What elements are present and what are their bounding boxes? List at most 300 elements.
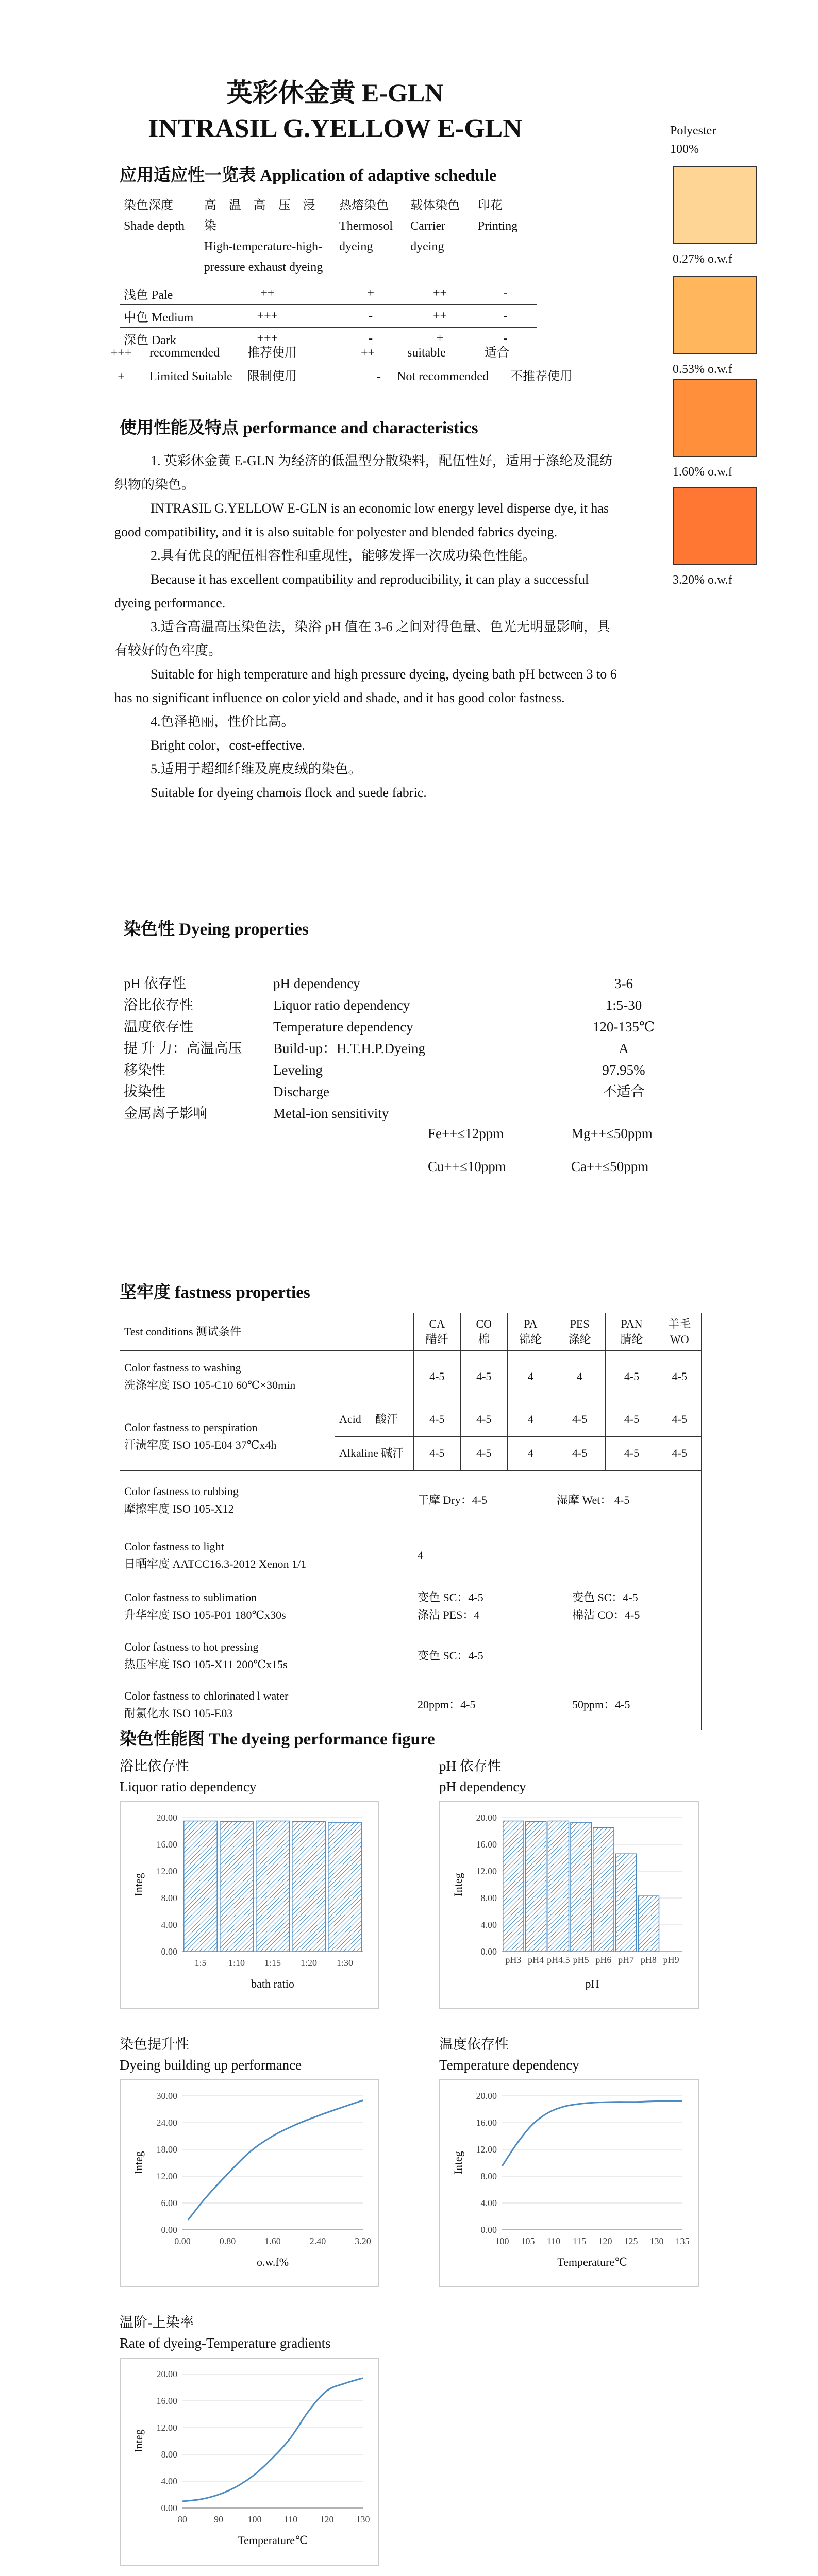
x-axis-label: o.w.f% [256,2256,289,2268]
swatch-square [673,166,757,244]
property-cn: 移染性 [124,1062,165,1078]
y-tick-label: 24.00 [156,2117,177,2128]
performance-paragraph: Because it has excellent compatibility and reproducibility, it can play a successful dyeing performance. [114,572,589,611]
x-tick-label: pH4 [528,1955,544,1965]
row-label: 浅色 Pale [120,282,200,305]
application-row-medium [120,305,537,328]
fastness-row-light [120,1530,702,1581]
fastness-row-pressing [120,1632,702,1680]
y-tick-label: 12.00 [156,1866,177,1876]
col-cn: 涤纶 [568,1333,591,1346]
performance-paragraph: Bright color，cost-effective. [151,738,305,753]
property-cn: 浴比依存性 [124,997,193,1013]
chart-title [120,1756,256,1797]
chart-frame [439,1801,699,2009]
value-cell: 4-5 [606,1436,658,1471]
swatch-square [673,379,757,457]
performance-paragraph: 3.适合高温高压染色法，染浴 pH 值在 3-6 之间对得色量、色光无明显影响，具有较好的色牢度。 [114,619,610,658]
y-tick-label: 0.00 [161,2225,177,2235]
x-tick-label: 100 [495,2236,509,2246]
col-ca [413,1313,460,1351]
col-cn: 醋纤 [425,1333,448,1346]
application-legend [103,341,572,388]
y-tick-label: 0.00 [161,2503,177,2513]
y-tick-label: 4.00 [161,2476,177,2486]
legend-en: Not recommended [397,370,489,383]
sublimation-right [572,1581,640,1632]
header-htp [200,191,335,282]
x-axis-label: Temperature℃ [238,2534,308,2547]
y-tick-label: 12.00 [156,2171,177,2181]
rubbing-inner [120,1471,701,1530]
row-label [120,1471,413,1530]
y-tick-label: 8.00 [480,1893,497,1903]
y-tick-label: 12.00 [156,2422,177,2433]
property-value: 3-6 [614,976,633,991]
col-code: CO [476,1317,492,1330]
row-value: + [406,328,474,350]
x-tick-label: 1:15 [264,1958,281,1968]
property-en: Metal-ion sensitivity [273,1106,389,1121]
x-tick-label: 0.00 [174,2236,191,2246]
chart-title-en: Temperature dependency [439,2057,579,2073]
dyeing-property-row [124,973,675,994]
perspiration-label [120,1402,335,1470]
sublimation-inner [120,1581,701,1632]
col-pan [606,1313,658,1351]
property-value [572,1103,675,1124]
x-tick-label: pH7 [618,1955,635,1965]
fastness-heading: 坚牢度 fastness properties [120,1283,310,1302]
chart-title [120,2034,302,2075]
header-cell-text: pressure exhaust dyeing [204,261,323,274]
y-tick-label: 16.00 [476,1839,497,1850]
y-tick-label: 16.00 [156,1839,177,1850]
value-cell: 4-5 [606,1402,658,1437]
col-cn: 腈纶 [620,1333,643,1346]
property-en: pH dependency [273,976,360,991]
x-tick-label: 90 [214,2514,223,2524]
chart-frame [120,2079,379,2287]
y-tick-label: 30.00 [156,2091,177,2101]
legend-en: recommended [149,346,220,360]
x-tick-label: 125 [624,2236,638,2246]
x-tick-label: pH9 [663,1955,679,1965]
legend-row [103,365,572,388]
x-tick-label: pH8 [640,1955,657,1965]
x-tick-label: 105 [521,2236,535,2246]
y-tick-label: 16.00 [476,2117,497,2128]
row-label [120,1581,413,1632]
row-label-en: Color fastness to washing [124,1361,241,1374]
dyeing-property-row [124,1081,675,1103]
x-tick-label: 130 [649,2236,664,2246]
sublimation-value: 变色 SC：4-5 [418,1591,483,1604]
y-tick-label: 4.00 [480,2198,497,2208]
chart-svg [440,1802,698,2008]
y-tick-label: 6.00 [161,2198,177,2208]
legend-symbol: +++ [110,346,132,360]
series-line [182,2378,363,2501]
row-label-cn: 日晒牢度 AATCC16.3-2012 Xenon 1/1 [124,1557,307,1570]
y-tick-label: 8.00 [161,1893,177,1903]
y-tick-label: 20.00 [156,2369,177,2379]
col-test-conditions: Test conditions 测试条件 [120,1313,414,1351]
row-value: - [474,305,537,328]
header-cell-text: 印花 [477,199,503,212]
acid-label: Acid 酸汗 [335,1402,413,1437]
property-value: 120-135℃ [592,1019,655,1035]
x-tick-label: 130 [356,2514,370,2524]
row-label-en: Color fastness to hot pressing [124,1640,259,1653]
row-label-cn: 耐氯化水 ISO 105-E03 [124,1707,233,1720]
rubbing-cell [120,1471,702,1530]
fastness-header-row [120,1313,702,1351]
y-tick-label: 8.00 [161,2449,177,2460]
x-tick-label: 80 [178,2514,187,2524]
property-value: 97.95% [602,1062,645,1078]
dyeing-property-row [124,1103,675,1124]
col-code: CA [429,1317,445,1330]
value-cell: 4-5 [658,1402,701,1437]
row-label [120,1530,413,1581]
value-cell: 4 [554,1351,605,1402]
row-label-cn: 热压牢度 ISO 105-X11 200℃x15s [124,1658,288,1671]
row-label-en: Color fastness to sublimation [124,1591,257,1604]
y-tick-label: 16.00 [156,2396,177,2406]
chart-title-en: Dyeing building up performance [120,2057,302,2073]
ion-fe: Fe++≤12ppm [428,1126,504,1141]
row-label-cn: 汗渍牢度 ISO 105-E04 37℃x4h [124,1438,277,1451]
row-value: - [335,328,406,350]
header-carrier [406,191,474,282]
x-tick-label: 100 [247,2514,262,2524]
value-cell: 4-5 [413,1402,460,1437]
col-code: PA [524,1317,538,1330]
header-cell-text: 载体染色 [410,199,460,212]
dyeing-property-row [124,994,675,1016]
application-header-row [120,191,537,282]
x-tick-label: 120 [598,2236,612,2246]
chart-svg [440,2080,698,2286]
row-value: +++ [200,328,335,350]
sublimation-value: 变色 SC：4-5 [572,1591,638,1604]
chlorinated-50: 50ppm：4-5 [572,1698,630,1711]
swatch-label: 0.53% o.w.f [673,363,732,376]
row-label [120,1402,414,1471]
row-value: - [474,328,537,350]
y-axis-label: Integ [132,2429,145,2453]
bar [638,1896,659,1952]
header-cell-text: 热熔染色 [339,199,389,212]
x-tick-label: pH3 [505,1955,522,1965]
property-en: Build-up：H.T.H.P.Dyeing [273,1041,425,1056]
value-cell: 4-5 [460,1402,507,1437]
y-tick-label: 12.00 [476,2144,497,2155]
y-tick-label: 12.00 [476,1866,497,1876]
header-printing [474,191,537,282]
light-cell [120,1530,702,1581]
perspiration-types [335,1402,413,1470]
series-line [502,2101,682,2166]
bar [503,1821,524,1952]
legend-cn: 不推荐使用 [510,370,572,383]
row-value: - [474,282,537,305]
swatch-label: 0.27% o.w.f [673,252,732,266]
x-tick-label: 1:10 [228,1958,245,1968]
sublimation-cell [120,1581,702,1632]
header-cell-text: 染色深度 [124,199,173,212]
property-cn: 提 升 力：高温高压 [124,1041,242,1056]
performance-paragraph: 4.色泽艳丽，性价比高。 [151,714,295,729]
col-pa [507,1313,554,1351]
light-value: 4 [418,1549,423,1562]
property-en: Temperature dependency [273,1019,413,1035]
performance-paragraph: INTRASIL G.YELLOW E-GLN is an economic low energy level disperse dye, it has good compatibility, and it is also suitable for polyester and blended fabrics dyeing. [114,501,609,539]
application-row-pale [120,282,537,305]
bar [571,1822,591,1952]
legend-en: Limited Suitable [149,370,232,383]
y-axis-label: Integ [132,1873,145,1896]
value-cell: 4-5 [554,1436,605,1471]
row-label: 中色 Medium [120,305,200,328]
alkaline-label: Alkaline 碱汗 [339,1447,404,1460]
dyeing-properties-heading: 染色性 Dyeing properties [124,920,309,939]
row-label-en: Color fastness to perspiration [124,1421,258,1434]
property-cn: 拔染性 [124,1084,165,1099]
chlorinated-inner [120,1680,701,1730]
x-tick-label: pH4.5 [547,1955,570,1965]
application-heading: 应用适应性一览表 Application of adaptive schedule [120,166,497,185]
row-value: - [335,305,406,328]
row-label-cn: 升华牢度 ISO 105-P01 180℃x30s [124,1608,286,1621]
y-tick-label: 8.00 [480,2171,497,2181]
row-label-en: Color fastness to light [124,1540,224,1553]
y-axis-label: Integ [452,2151,464,2175]
rubbing-dry: 干摩 Dry：4-5 [418,1494,488,1506]
col-code: PAN [621,1317,643,1330]
legend-symbol: + [118,370,125,383]
row-label [120,1680,413,1730]
x-tick-label: 2.40 [309,2236,326,2246]
chart-title-cn: 浴比依存性 [120,1758,189,1774]
title-cn: 英彩休金黄 E-GLN [226,78,444,107]
performance-paragraph: 1. 英彩休金黄 E-GLN 为经济的低温型分散染料，配伍性好，适用于涤纶及混纺织物的染色。 [114,453,613,492]
col-cn: 羊毛 [668,1317,691,1330]
chart-title-en: Rate of dyeing-Temperature gradients [120,2335,331,2351]
bar [256,1821,289,1952]
header-thermosol [335,191,406,282]
col-cn: 锦纶 [519,1333,542,1346]
col-wo [658,1313,701,1351]
chart-title-cn: 染色提升性 [120,2037,189,2052]
property-en: Liquor ratio dependency [273,997,410,1013]
value-cell: 4-5 [658,1436,701,1471]
x-tick-label: 3.20 [355,2236,371,2246]
property-value: 不适合 [603,1084,645,1099]
chlorinated-cell [120,1680,702,1730]
x-axis-label: bath ratio [251,1977,294,1990]
performance-paragraph: Suitable for high temperature and high pressure dyeing, dyeing bath pH between 3 to 6 has no significant influence on color yield and shade, and it has good color fastness. [114,667,617,705]
swatch-square [673,276,757,354]
col-co [460,1313,507,1351]
performance-paragraph: 5.适用于超细纤维及麂皮绒的染色。 [151,761,362,776]
title-en: INTRASIL G.YELLOW E-GLN [148,114,522,143]
legend-symbol: - [377,370,381,383]
performance-heading: 使用性能及特点 performance and characteristics [120,419,478,437]
header-cell-text: Thermosol [339,219,393,233]
row-label-cn: 摩擦牢度 ISO 105-X12 [124,1502,234,1515]
pressing-inner [120,1632,701,1680]
fastness-row-perspiration-acid [120,1402,702,1437]
x-tick-label: 120 [320,2514,334,2524]
performance-paragraph: 2.具有优良的配伍相容性和重现性，能够发挥一次成功染色性能。 [151,548,536,563]
x-tick-label: 115 [572,2236,587,2246]
value-cell: 4-5 [460,1351,507,1402]
header-cell-text: Shade depth [124,219,185,233]
x-tick-label: 1:30 [336,1958,354,1968]
fastness-table [120,1313,702,1730]
legend-en: suitable [407,346,446,360]
y-tick-label: 20.00 [476,2091,497,2101]
row-label-en: Color fastness to chlorinated l water [124,1689,289,1702]
dyeing-properties-list [124,973,675,1124]
chart-svg [121,2080,378,2286]
light-inner [120,1530,701,1581]
x-tick-label: pH6 [595,1955,612,1965]
row-value: + [335,282,406,305]
y-tick-label: 20.00 [156,1812,177,1823]
col-code: WO [670,1333,689,1346]
figure-heading: 染色性能图 The dyeing performance figure [120,1730,435,1749]
header-cell-text: dyeing [410,240,444,253]
pressing-cell [120,1632,702,1680]
row-label [120,1632,413,1680]
bar [292,1822,325,1952]
dyeing-property-row [124,1038,675,1059]
chart-frame [120,2358,379,2566]
dyeing-property-row [124,1059,675,1081]
perspiration-cell [120,1402,413,1470]
value-cell: 4-5 [413,1436,460,1471]
chart-title-cn: pH 依存性 [439,1758,502,1774]
header-cell-text: Carrier [410,219,446,233]
bar [184,1821,217,1952]
y-tick-label: 18.00 [156,2144,177,2155]
value-cell: 4-5 [413,1351,460,1402]
y-tick-label: 0.00 [480,1946,497,1957]
y-tick-label: 4.00 [161,1920,177,1930]
row-label [120,1351,414,1402]
value-cell: 4-5 [554,1402,605,1437]
row-label-cn: 洗涤牢度 ISO 105-C10 60℃×30min [124,1378,296,1392]
header-cell-text: dyeing [339,240,373,253]
chart-title-en: Liquor ratio dependency [120,1779,257,1794]
x-tick-label: 1.60 [264,2236,281,2246]
chart-svg [121,2359,378,2565]
property-value: A [619,1041,629,1056]
chart-title [439,1756,526,1797]
swatch-label: 1.60% o.w.f [673,465,732,479]
y-tick-label: 4.00 [480,1920,497,1930]
y-tick-label: 0.00 [480,2225,497,2235]
bar [616,1854,637,1952]
swatch-label: 3.20% o.w.f [673,573,732,587]
x-tick-label: 110 [283,2514,298,2524]
dyeing-property-row [124,1016,675,1038]
row-value: ++ [200,282,335,305]
value-cell: 4-5 [460,1436,507,1471]
x-tick-label: 135 [675,2236,690,2246]
value-cell: 4 [507,1436,554,1471]
application-table [120,191,537,350]
x-axis-label: Temperature℃ [557,2256,627,2268]
row-value: ++ [406,282,474,305]
property-cn: pH 依存性 [124,976,186,991]
legend-cn: 限制使用 [247,370,297,383]
col-cn: 棉 [478,1333,490,1346]
y-axis-label: Integ [452,1873,464,1896]
ion-mg: Mg++≤50ppm [571,1126,653,1141]
x-tick-label: 110 [546,2236,561,2246]
ion-ca: Ca++≤50ppm [571,1159,649,1174]
x-tick-label: 1:20 [300,1958,318,1968]
bar [328,1822,361,1952]
y-tick-label: 0.00 [161,1946,177,1957]
chart-svg [121,1802,378,2008]
legend-row [103,341,572,365]
rubbing-wet: 湿摩 Wet： 4-5 [557,1494,630,1506]
property-en: Leveling [273,1062,323,1078]
bar [548,1821,569,1952]
series-line [188,2100,363,2220]
header-cell-text: Printing [477,219,518,233]
sublimation-left [413,1581,572,1632]
legend-symbol: ++ [361,346,375,360]
chart-title [439,2034,579,2075]
legend-cn: 推荐使用 [247,346,297,360]
swatch-header-line2: 100% [670,143,699,156]
value-cell: 4-5 [658,1351,701,1402]
x-tick-label: 0.80 [219,2236,236,2246]
row-value: +++ [200,305,335,328]
sublimation-value: 涤沾 PES：4 [418,1608,480,1621]
chart-title-cn: 温度依存性 [439,2037,509,2052]
y-axis-label: Integ [132,2151,145,2175]
chlorinated-20: 20ppm：4-5 [418,1698,476,1711]
value-cell: 4 [507,1351,554,1402]
ion-cu: Cu++≤10ppm [428,1159,506,1174]
col-code: PES [570,1317,590,1330]
bar [220,1822,253,1952]
header-cell-text: High-temperature-high- [204,240,322,253]
chart-title-cn: 温阶-上染率 [120,2315,194,2330]
col-pes [554,1313,605,1351]
fastness-row-washing [120,1351,702,1402]
property-cn: 温度依存性 [124,1019,193,1035]
row-label: 深色 Dark [120,328,200,350]
value-cell: 4-5 [606,1351,658,1402]
y-tick-label: 20.00 [476,1812,497,1823]
performance-body [114,449,620,805]
pressing-value: 变色 SC：4-5 [418,1649,483,1662]
fastness-row-sublimation [120,1581,702,1632]
x-tick-label: 1:5 [194,1958,207,1968]
row-label-en: Color fastness to rubbing [124,1485,239,1498]
x-tick-label: pH5 [573,1955,589,1965]
sublimation-value: 棉沾 CO：4-5 [572,1608,640,1621]
swatch-header-line1: Polyester [670,124,716,138]
